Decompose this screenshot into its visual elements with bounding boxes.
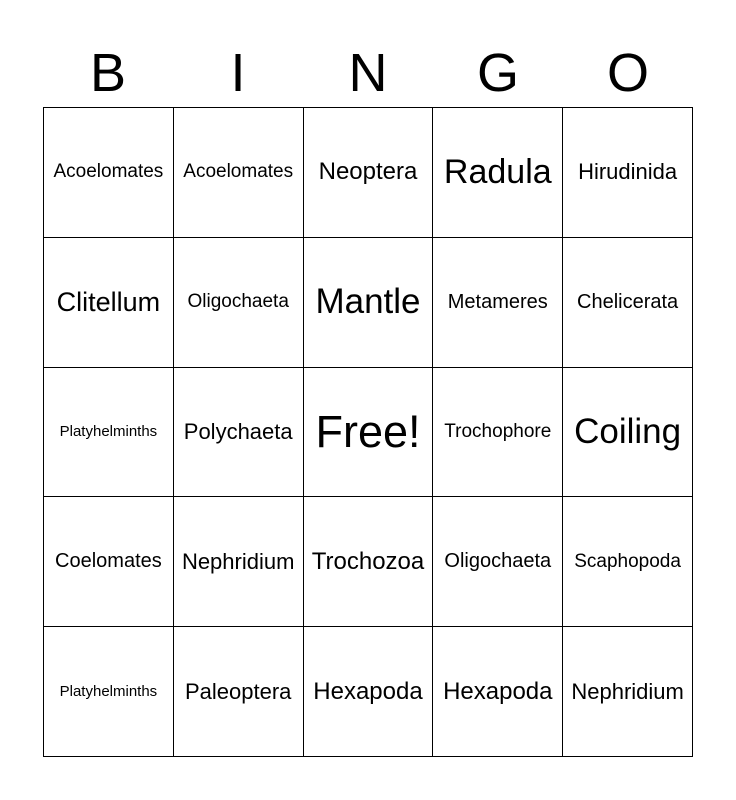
bingo-cell: Trochophore	[433, 368, 563, 498]
bingo-cell: Nephridium	[563, 627, 693, 757]
bingo-cell: Scaphopoda	[563, 497, 693, 627]
bingo-cell: Radula	[433, 108, 563, 238]
bingo-cell: Acoelomates	[44, 108, 174, 238]
bingo-cell: Hexapoda	[304, 627, 434, 757]
bingo-cell: Nephridium	[174, 497, 304, 627]
bingo-cell: Paleoptera	[174, 627, 304, 757]
bingo-header	[43, 40, 693, 106]
bingo-cell: Polychaeta	[174, 368, 304, 498]
bingo-cell: Metameres	[433, 238, 563, 368]
bingo-cell: Platyhelminths	[44, 368, 174, 498]
bingo-cell: Hirudinida	[563, 108, 693, 238]
header-letter-i: I	[230, 43, 246, 103]
header-letter-o: O	[606, 43, 649, 103]
bingo-cell: Coelomates	[44, 497, 174, 627]
bingo-cell: Clitellum	[44, 238, 174, 368]
bingo-board	[43, 107, 693, 757]
bingo-cell: Coiling	[563, 368, 693, 498]
bingo-cell: Trochozoa	[304, 497, 434, 627]
bingo-cell: Oligochaeta	[174, 238, 304, 368]
bingo-cell: Acoelomates	[174, 108, 304, 238]
bingo-cell: Hexapoda	[433, 627, 563, 757]
bingo-cell: Platyhelminths	[44, 627, 174, 757]
bingo-cell: Chelicerata	[563, 238, 693, 368]
header-letter-n: N	[348, 43, 388, 103]
bingo-cell: Oligochaeta	[433, 497, 563, 627]
bingo-cell: Mantle	[304, 238, 434, 368]
free-space-cell: Free!	[304, 368, 434, 498]
header-letter-b: B	[89, 43, 127, 103]
bingo-cell: Neoptera	[304, 108, 434, 238]
header-letter-g: G	[476, 43, 519, 103]
